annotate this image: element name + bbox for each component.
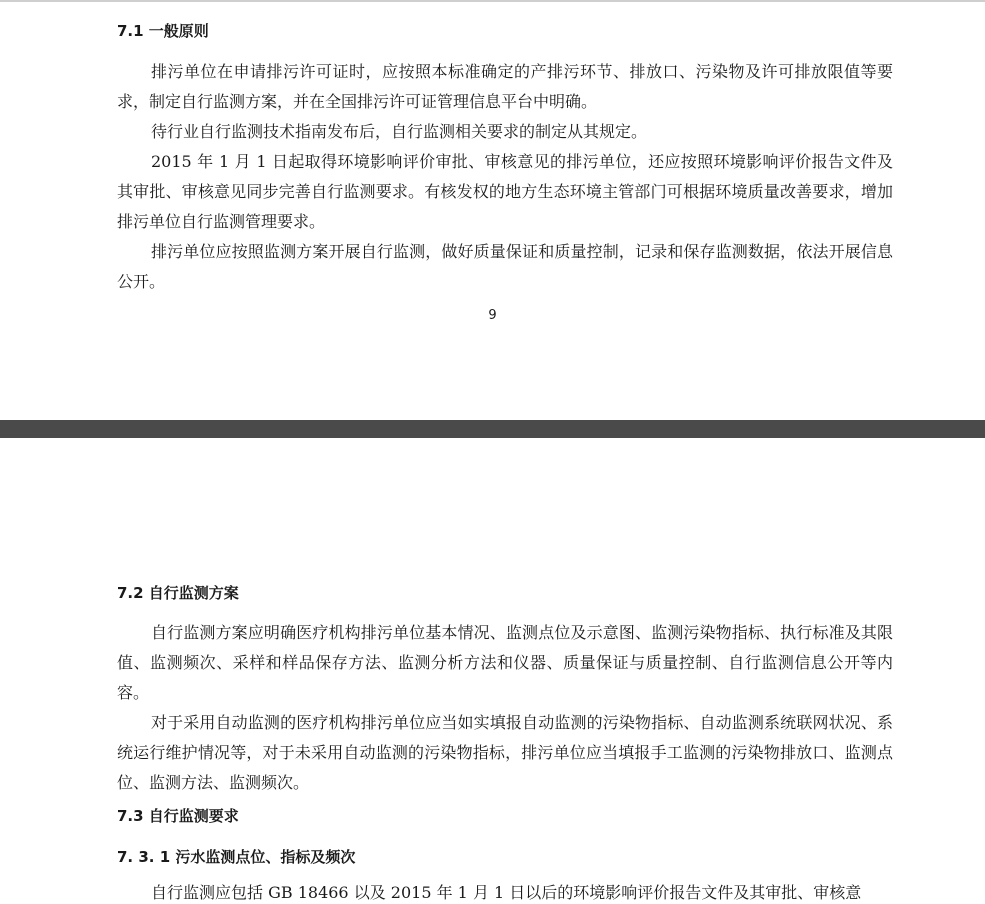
section-heading-7-3-1: 7. 3. 1 污水监测点位、指标及频次 [117,848,356,866]
paragraph-7-1-4: 排污单位应按照监测方案开展自行监测，做好质量保证和质量控制，记录和保存监测数据，依法开展信息公开。 [117,242,893,291]
paragraph-7-2-1: 自行监测方案应明确医疗机构排污单位基本情况、监测点位及示意图、监测污染物指标、执行标准及其限值、监测频次、采样和样品保存方法、监测分析方法和仪器、质量保证与质量控制、自行监测信息公开等内容。 [117,623,893,702]
section-heading-7-2: 7.2 自行监测方案 [117,584,239,602]
paragraph-7-3-1: 自行监测应包括 GB 18466 以及 2015 年 1 月 1 日以后的环境影响评价报告文件及其审批、审核意 [151,883,862,902]
section-heading-7-3: 7.3 自行监测要求 [117,807,239,825]
paragraph-7-1-2: 待行业自行监测技术指南发布后，自行监测相关要求的制定从其规定。 [151,122,648,141]
section-heading-7-1: 7.1 一般原则 [117,22,209,40]
paragraph-7-1-3: 2015 年 1 月 1 日起取得环境影响评价审批、审核意见的排污单位，还应按照环境影响评价报告文件及其审批、审核意见同步完善自行监测要求。有核发权的地方生态环境主管部门可根据环境质量改善要求，增加排污单位自行监测管理要求。 [117,152,893,231]
page-separator [0,420,985,438]
paragraph-7-2-2: 对于采用自动监测的医疗机构排污单位应当如实填报自动监测的污染物指标、自动监测系统联网状况、系统运行维护情况等，对于未采用自动监测的污染物指标，排污单位应当填报手工监测的污染物排放口、监测点位、监测方法、监测频次。 [117,713,893,792]
paragraph-7-1-1: 排污单位在申请排污许可证时，应按照本标准确定的产排污环节、排放口、污染物及许可排放限值等要求，制定自行监测方案，并在全国排污许可证管理信息平台中明确。 [117,62,893,111]
page-number: 9 [488,308,497,323]
document-page-1 [0,0,985,420]
document-page-2 [0,438,985,904]
